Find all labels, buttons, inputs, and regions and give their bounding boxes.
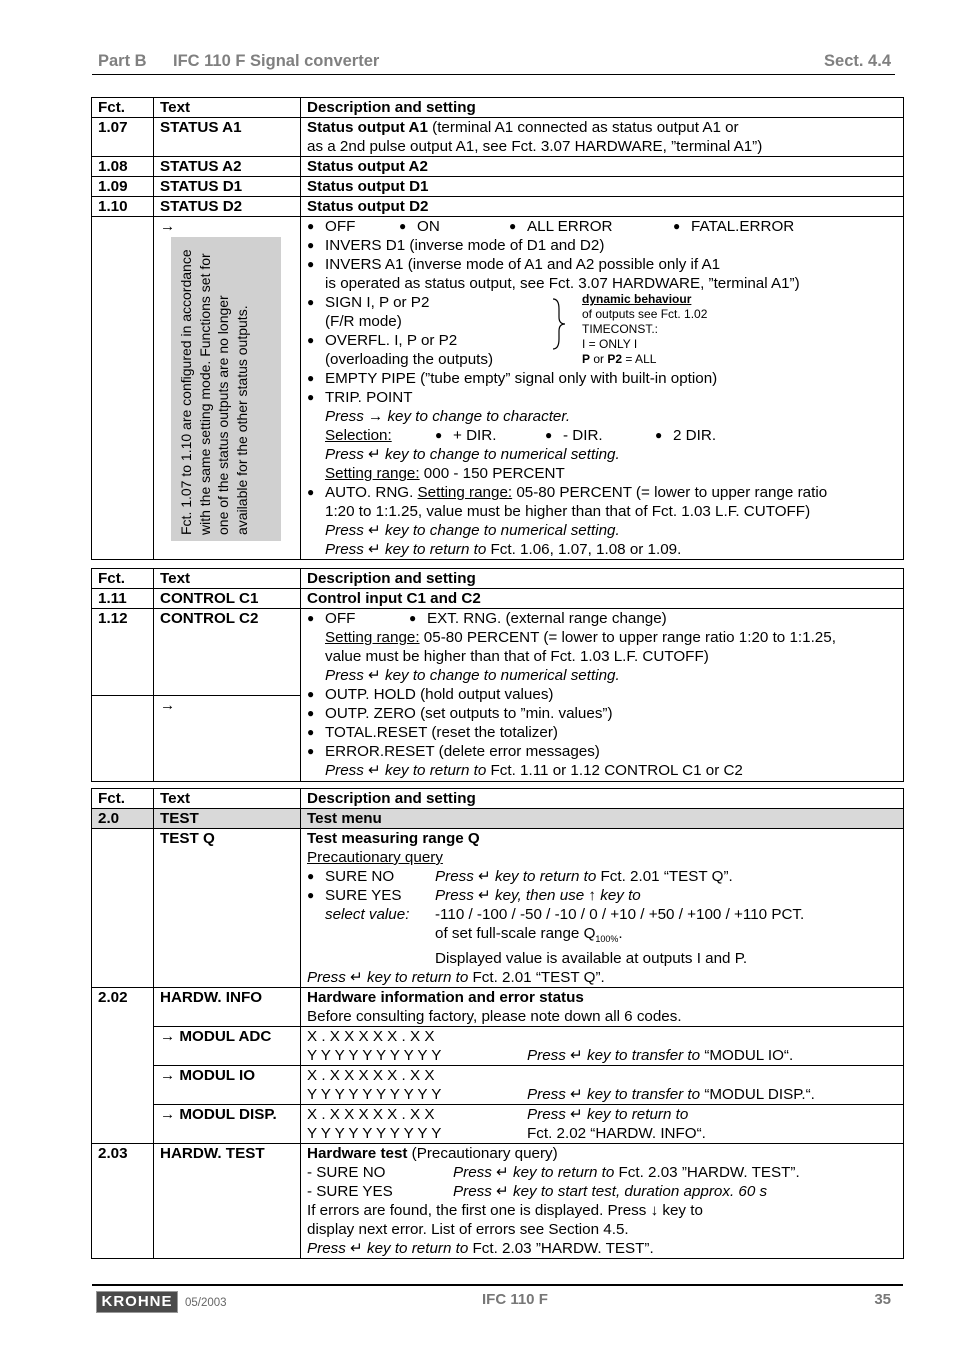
control-options: ● OFF● EXT. RNG. (external range change) Setting range: 05-80 PERCENT (= lower to upper range ratio 1:20 to 1:1.25, value must be higher than that of Fct. 1.03 L.F. CUTOFF) Press ↵ key to change to numerical setting. ● OUTP. HOLD (hold output values) ● OUTP. ZERO (set outputs to ”min. values”) ● TOTAL.RESET (reset the totalizer) ● ERROR.RESET (delete error messages) Press ↵ key to return to Fct. 1.11 or 1.12 CONTROL C1 or C2 bbox=[301, 609, 904, 782]
col-fct: Fct. bbox=[92, 98, 154, 118]
control-table bbox=[91, 568, 904, 782]
fct-desc: Status output D1 bbox=[301, 177, 904, 197]
col-text: Text bbox=[154, 98, 301, 118]
status-table bbox=[91, 97, 904, 560]
krohne-logo: KROHNE bbox=[96, 1291, 178, 1313]
header-part: Part B bbox=[98, 52, 147, 70]
vertical-note-text: Fct. 1.07 to 1.10 are configured in accordance with the same setting mode. Functions set for one of the status outputs are no longer available for the other status outputs. bbox=[178, 249, 250, 535]
footer-date: 05/2003 bbox=[185, 1297, 227, 1309]
table-row bbox=[92, 197, 904, 217]
fct-number: 1.09 bbox=[92, 177, 154, 197]
fct-text: STATUS A1 bbox=[154, 118, 301, 157]
footer-model: IFC 110 F bbox=[482, 1291, 548, 1308]
table-row: 2.03 HARDW. TEST Hardware test (Precautionary query) - SURE NO Press ↵ key to return to Fct. 2.03 ”HARDW. TEST”. - SURE YES Press ↵ key to start test, duration approx. 60 s If errors are found, the first one is displayed. Press ↓ key to display next error. List of errors see Section 4.5. Press ↵ key to return to Fct. 2.03 ”HARDW. TEST”. bbox=[92, 1144, 904, 1259]
table-row: → MODUL IO X . X X X X X . X X Y Y Y Y Y Y Y Y Y Y Press ↵ key to transfer to “MODUL DISP.“. bbox=[92, 1066, 904, 1105]
options-cell: ● OFF● ON● ALL ERROR● FATAL.ERROR ● INVERS D1 (inverse mode of D1 and D2) ● INVERS A1 (inverse mode of A1 and A2 possible only if A1 is operated as status output, see Fct. 3.07 HARDWARE, ”terminal A1”) ● SIGN I, P or P2 (F/R mode) ● OVERFL. I, P or P2 (overloading the outputs) dynamic behaviour of outputs see Fct. 1.02 TIMECONST.: I = ONLY I P or P2 = ALL ● EMPTY PIPE (”tube empty” signal only with built-in option) ● TRIP. POINT Press → key to change to character. Selection:● + DIR.● - DIR.● 2 DIR. Press ↵ key to change to numerical setting. Setting range: 000 - 150 PERCENT ● AUTO. RNG. Setting range: 05-80 PERCENT (= lower to upper range ratio 1:20 to 1:1.25, value must be higher than that of Fct. 1.03 L.F. CUTOFF) Press ↵ key to change to numerical setting. Press ↵ key to return to Fct. 1.06, 1.07, 1.08 or 1.09. bbox=[301, 217, 904, 560]
desc-text: (terminal A1 connected as status output A1 or bbox=[427, 119, 739, 136]
table-row: 2.02 HARDW. INFO Hardware information and error status Before consulting factory, please note down all 6 codes. bbox=[92, 988, 904, 1027]
table-row: → MODUL ADC X . X X X X X . X X Y Y Y Y Y Y Y Y Y Y Press ↵ key to transfer to “MODUL IO“. bbox=[92, 1027, 904, 1066]
arrow-right-icon: → bbox=[160, 696, 176, 714]
page-number: 35 bbox=[874, 1291, 891, 1308]
fct-text: STATUS D1 bbox=[154, 177, 301, 197]
table-row bbox=[92, 118, 904, 157]
fct-text: STATUS D2 bbox=[154, 197, 301, 217]
page-header bbox=[92, 50, 895, 75]
col-desc: Description and setting bbox=[301, 98, 904, 118]
vertical-note bbox=[171, 237, 281, 541]
table-row: 1.11 CONTROL C1 Control input C1 and C2 bbox=[92, 589, 904, 609]
table-row: → MODUL DISP. X . X X X X X . X X Press ↵ key to return to Y Y Y Y Y Y Y Y Y Y Fct. 2.02 “HARDW. INFO“. bbox=[92, 1105, 904, 1144]
desc-title: Status output A1 bbox=[307, 119, 428, 136]
table-row: 1.12 CONTROL C2 ● OFF● EXT. RNG. (external range change) Setting range: 05-80 PERCENT (= lower to upper range ratio 1:20 to 1:1.25, value must be higher than that of Fct. 1.03 L.F. CUTOFF) Press ↵ key to change to numerical setting. ● OUTP. HOLD (hold output values) ● OUTP. ZERO (set outputs to ”min. values”) ● TOTAL.RESET (reset the totalizer) ● ERROR.RESET (delete error messages) Press ↵ key to return to Fct. 1.11 or 1.12 CONTROL C1 or C2 bbox=[92, 609, 904, 696]
page-footer bbox=[92, 1284, 903, 1326]
fct-desc: Status output A2 bbox=[301, 157, 904, 177]
fct-number: 1.10 bbox=[92, 197, 154, 217]
fct-number: 1.07 bbox=[92, 118, 154, 157]
fct-text: STATUS A2 bbox=[154, 157, 301, 177]
arrow-right-icon: → bbox=[160, 218, 176, 235]
test-table bbox=[91, 788, 904, 1259]
table-row: TEST Q Test measuring range Q Precautionary query ● SURE NO Press ↵ key to return to Fct. 2.01 “TEST Q”. ● SURE YES Press ↵ key, then use ↑ key to select value: -110 / -100 / -50 / -10 / 0 / +10 / +50 / +100 / +110 PCT. of set full-scale range $Q_{100\%}$. Displayed value is available at outputs I and P. Press ↵ key to return to Fct. 2.01 “TEST Q”. bbox=[92, 829, 904, 988]
options-line: ● OFF● ON● ALL ERROR● FATAL.ERROR bbox=[307, 217, 897, 236]
table-row bbox=[92, 217, 904, 560]
table-header-row: Fct. Text Description and setting bbox=[92, 569, 904, 589]
table-row bbox=[92, 177, 904, 197]
table-header-row bbox=[92, 98, 904, 118]
curly-brace-icon bbox=[547, 297, 571, 351]
fct-desc: Status output D2 bbox=[301, 197, 904, 217]
table-header-row: Fct. Text Description and setting bbox=[92, 789, 904, 809]
dynamic-note: dynamic behaviour of outputs see Fct. 1.02 TIMECONST.: I = ONLY I P or P2 = ALL bbox=[582, 292, 708, 366]
desc-text: as a 2nd pulse output A1, see Fct. 3.07 HARDWARE, ”terminal A1”) bbox=[307, 138, 763, 155]
table-row bbox=[92, 157, 904, 177]
fct-number: 1.08 bbox=[92, 157, 154, 177]
fct-desc bbox=[301, 118, 904, 157]
selection-line: Selection:● + DIR.● - DIR.● 2 DIR. bbox=[307, 426, 897, 445]
header-section: Sect. 4.4 bbox=[824, 52, 891, 70]
test-q-desc: Test measuring range Q Precautionary query ● SURE NO Press ↵ key to return to Fct. 2.01 “TEST Q”. ● SURE YES Press ↵ key, then use ↑ key to select value: -110 / -100 / -50 / -10 / 0 / +10 / +50 / +100 / +110 PCT. of set full-scale range $Q_{100\%}$. Displayed value is available at outputs I and P. Press ↵ key to return to Fct. 2.01 “TEST Q”. bbox=[301, 829, 904, 988]
header-title: IFC 110 F Signal converter bbox=[173, 52, 380, 70]
table-row: 2.0 TEST Test menu bbox=[92, 809, 904, 829]
dynamic-block: ● SIGN I, P or P2 (F/R mode) ● OVERFL. I, P or P2 (overloading the outputs) dynamic behaviour of outputs see Fct. 1.02 TIMECONST.: I = ONLY I P or P2 = ALL bbox=[307, 293, 897, 369]
